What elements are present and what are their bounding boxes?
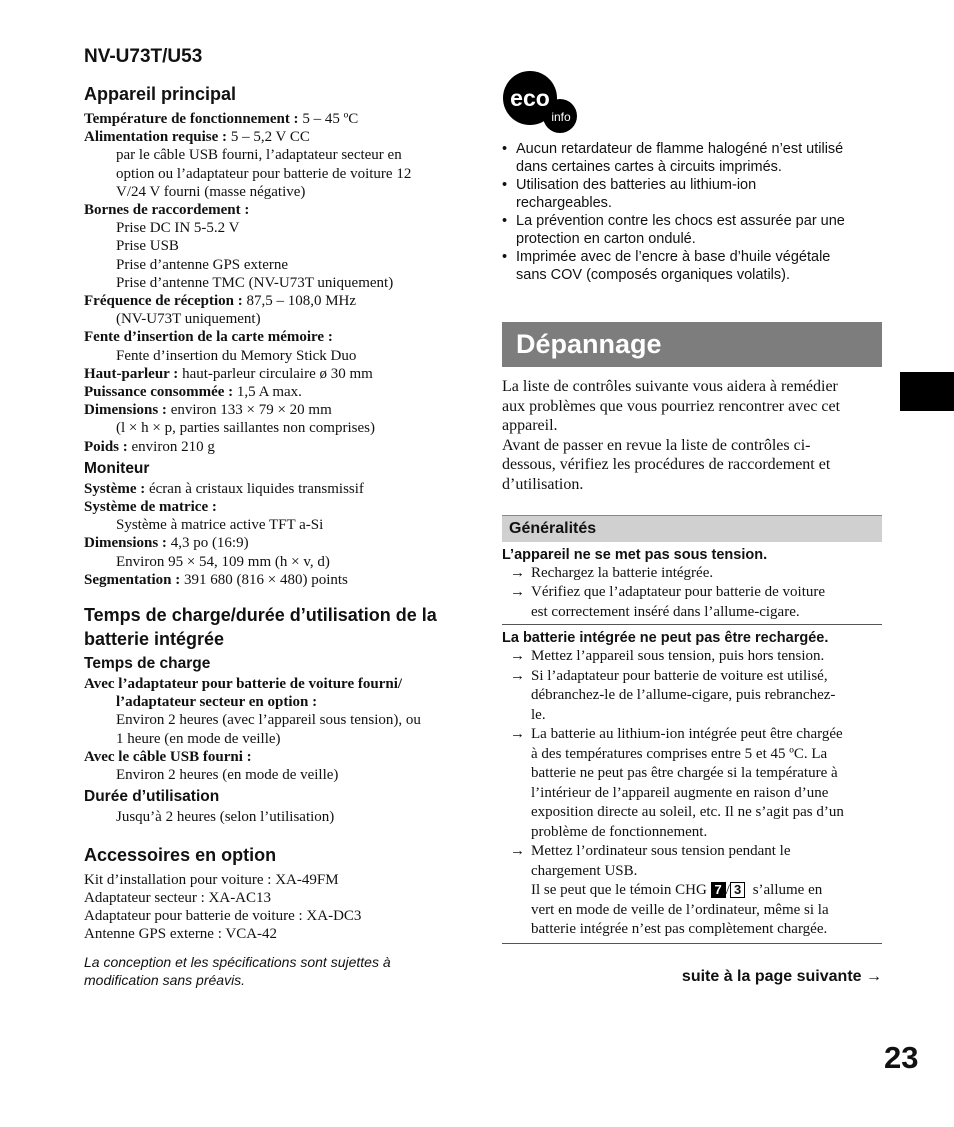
spec-detail: (l × h × p, parties saillantes non comprises) (116, 420, 375, 437)
spec-label: Système de matrice : (84, 499, 217, 516)
spec-entry (84, 292, 469, 310)
solution-item: → Mettez l’ordinateur sous tension pendant le chargement USB. Il se peut que le témoin CHG 7 / 3 s’allume en vert en mode de veille de l’ordinateur, même si la batterie intégrée n’est pas complètement chargée. (510, 843, 829, 938)
spec-detail: V/24 V fourni (masse négative) (116, 183, 306, 200)
spec-label: Avec le câble USB fourni : (84, 748, 252, 765)
spec-label: Segmentation : (84, 571, 181, 588)
spec-label: Dimensions : (84, 402, 167, 419)
spec-detail: Prise DC IN 5-5.2 V (116, 220, 240, 237)
list-item: • Aucun retardateur de flamme halogéné n’est utilisé dans certaines cartes à circuits imprimés. (502, 141, 844, 175)
general-subheading: Généralités (502, 515, 882, 542)
right-column (502, 70, 882, 986)
spec-detail: Prise d’antenne TMC (NV-U73T uniquement) (116, 274, 394, 291)
spec-label: Haut-parleur : (84, 365, 179, 382)
spec-detail: Fente d’insertion du Memory Stick Duo (116, 347, 357, 364)
spec-detail: Prise USB (116, 238, 179, 255)
monitor-heading: Moniteur (84, 459, 150, 477)
spec-entry (84, 365, 469, 383)
accessory-item: Adaptateur secteur : XA-AC13 (84, 889, 272, 906)
spec-label: Puissance consommée : (84, 384, 234, 401)
list-item: • Utilisation des batteries au lithium-ion rechargeables. (502, 177, 757, 211)
divider (502, 943, 882, 944)
solution-list (502, 564, 882, 623)
solution-item: → Rechargez la batterie intégrée. (502, 564, 882, 584)
solution-item: → Mettez l’appareil sous tension, puis hors tension. (502, 647, 882, 667)
spec-entry (84, 534, 469, 552)
arrow-icon: → (510, 564, 525, 581)
spec-label: Bornes de raccordement : (84, 202, 250, 219)
arrow-icon: → (510, 726, 525, 743)
solution-list (502, 647, 882, 842)
spec-entry (84, 201, 469, 219)
spec-detail: par le câble USB fourni, l’adaptateur secteur en (116, 147, 402, 164)
continued-note: suite à la page suivante → (681, 967, 882, 985)
usage-time-heading: Durée d’utilisation (84, 788, 220, 806)
disclaimer-note (84, 953, 469, 989)
spec-value: environ 133 × 79 × 20 mm (166, 402, 332, 419)
spec-entry (84, 110, 469, 128)
spec-label: Température de fonctionnement : (84, 111, 299, 127)
spec-value: 391 680 (816 × 480) points (180, 571, 348, 588)
spec-entry (84, 438, 469, 456)
spec-value: 5 – 45 ºC (298, 111, 359, 127)
spec-entry (84, 675, 469, 693)
spec-entry (84, 480, 469, 498)
battery-heading: Temps de charge/durée d’utilisation de la batterie intégrée (84, 605, 437, 650)
spec-label: Fréquence de réception : (84, 293, 243, 310)
list-item: • La prévention contre les chocs est assurée par une protection en carton ondulé. (502, 213, 845, 247)
main-unit-heading: Appareil principal (84, 84, 237, 104)
accessories-list (84, 871, 469, 944)
arrow-icon: → (510, 648, 525, 665)
spec-detail: Environ 2 heures (en mode de veille) (116, 767, 339, 784)
chg-indicator-badge-3: 3 (730, 882, 745, 898)
arrow-icon: → (510, 843, 525, 860)
spec-value: 5 – 5,2 V CC (227, 129, 310, 146)
main-unit-specs (84, 110, 469, 456)
spec-entry (84, 383, 469, 401)
eco-logo-text: eco (510, 85, 550, 111)
spec-entry (84, 401, 469, 419)
spec-label: Système : (84, 480, 146, 497)
list-item: • Imprimée avec de l’encre à base d’huile végétale sans COV (composés organiques volatils). (502, 249, 831, 283)
arrow-right-icon: → (866, 967, 882, 985)
spec-value: 4,3 po (16:9) (166, 535, 249, 552)
spec-label: Poids : (84, 438, 128, 455)
solution-item: → Vérifiez que l’adaptateur pour batterie de voiture est correctement inséré dans l’allume-cigare. (510, 584, 826, 620)
spec-detail: 1 heure (en mode de veille) (116, 730, 281, 747)
chg-indicator-badge-7: 7 (711, 882, 726, 898)
spec-detail: Environ 95 × 54, 109 mm (h × v, d) (116, 553, 330, 570)
eco-info-icon (502, 70, 580, 134)
solution-item: → La batterie au lithium-ion intégrée peut être chargée à des températures comprises entre 5 et 45 ºC. La batterie ne peut pas être chargée si la température à l’intérieur de l’appareil augmente en raison d’une exposition directe au soleil, etc. Il ne s’agit pas d’un problème de fonctionnement. (510, 726, 844, 840)
arrow-icon: → (510, 584, 525, 601)
spec-entry (84, 328, 469, 346)
spec-detail: Prise d’antenne GPS externe (116, 256, 289, 273)
eco-info-logo (502, 70, 578, 132)
spec-detail: option ou l’adaptateur pour batterie de voiture 12 (116, 165, 412, 182)
section-tab-marker (900, 372, 954, 411)
spec-entry (84, 571, 469, 589)
monitor-specs (84, 480, 469, 589)
solution-item: → Si l’adaptateur pour batterie de voiture est utilisé, débranchez-le de l’allume-cigare, puis rebranchez- le. (510, 667, 836, 723)
eco-logo-subtext: info (551, 110, 571, 124)
spec-detail: Système à matrice active TFT a-Si (116, 517, 324, 534)
left-column (84, 46, 469, 989)
eco-bullet-list (502, 140, 882, 284)
spec-value: 87,5 – 108,0 MHz (242, 293, 357, 310)
note-line: modification sans préavis. (84, 972, 246, 989)
spec-label-continued: l’adaptateur secteur en option : (116, 694, 318, 711)
accessory-item: Adaptateur pour batterie de voiture : XA-DC3 (84, 907, 362, 924)
problem-heading: La batterie intégrée ne peut pas être rechargée. (502, 630, 829, 647)
problem-heading: L’appareil ne se met pas sous tension. (502, 546, 768, 563)
spec-entry (84, 128, 469, 146)
intro-paragraph: La liste de contrôles suivante vous aidera à remédier aux problèmes que vous pourriez rencontrer avec cet appareil. Avant de passer en revue la liste de contrôles ci- dessous, vérifiez les procédures de raccordement et d’utilisation. (502, 378, 841, 493)
spec-label: Alimentation requise : (84, 129, 228, 146)
accessory-item: Antenne GPS externe : VCA-42 (84, 926, 278, 943)
troubleshooting-title: Dépannage (502, 322, 882, 367)
spec-label: Avec l’adaptateur pour batterie de voiture fourni/ (84, 676, 403, 693)
spec-value: 1,5 A max. (233, 384, 302, 401)
note-line: La conception et les spécifications sont sujettes à (84, 954, 391, 971)
arrow-icon: → (510, 667, 525, 684)
spec-detail: Environ 2 heures (avec l’appareil sous tension), ou (116, 712, 421, 729)
page-number: 23 (884, 1040, 919, 1075)
spec-label: Fente d’insertion de la carte mémoire : (84, 329, 333, 346)
spec-value: écran à cristaux liquides transmissif (145, 480, 364, 497)
spec-entry (84, 498, 469, 516)
spec-detail: (NV-U73T uniquement) (116, 311, 261, 328)
spec-label: Dimensions : (84, 535, 167, 552)
accessories-heading: Accessoires en option (84, 844, 277, 865)
spec-entry (84, 748, 469, 766)
charge-time-specs (84, 675, 469, 784)
spec-value: haut-parleur circulaire ø 30 mm (178, 365, 373, 382)
charge-time-heading: Temps de charge (84, 655, 211, 673)
model-heading: NV-U73T/U53 (84, 46, 203, 67)
spec-value: environ 210 g (127, 438, 215, 455)
accessory-item: Kit d’installation pour voiture : XA-49FM (84, 871, 339, 888)
usage-time-text: Jusqu’à 2 heures (selon l’utilisation) (116, 809, 335, 826)
